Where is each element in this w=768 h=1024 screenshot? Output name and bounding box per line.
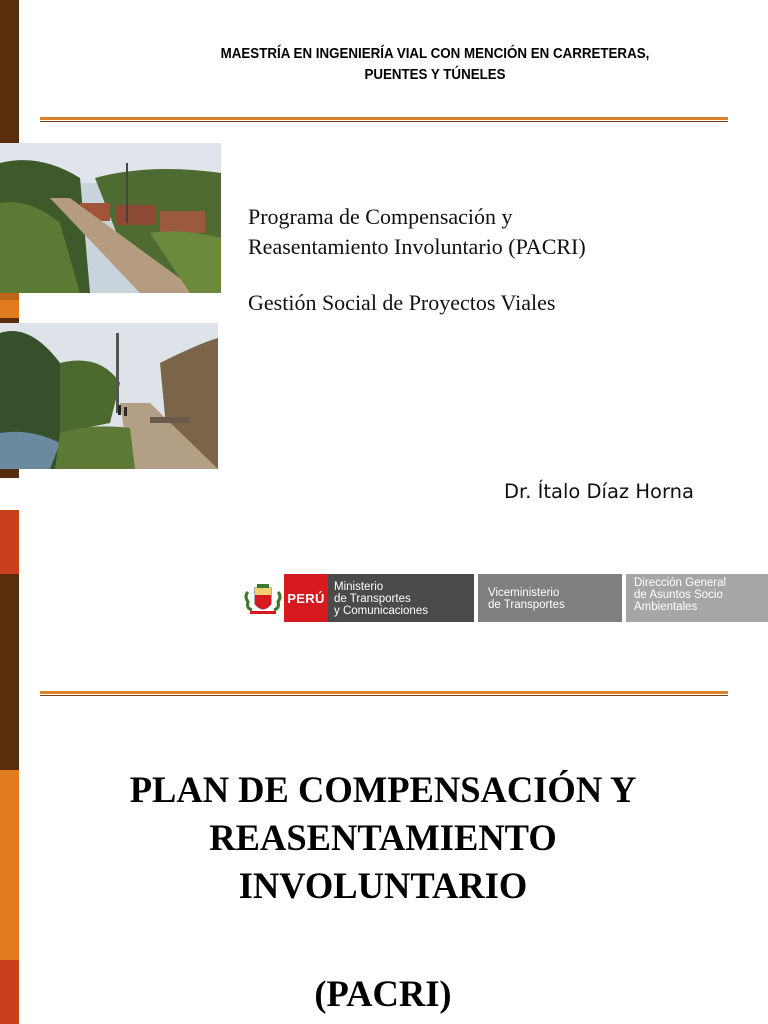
main-title-line-3: INVOLUNTARIO (238, 865, 528, 906)
ministry-line-3: y Comunicaciones (334, 605, 428, 617)
direction-line-1: Dirección General (634, 577, 727, 589)
program-header (127, 44, 743, 86)
header-line-2: PUENTES Y TÚNELES (364, 67, 506, 83)
ministry-box (328, 574, 474, 622)
ministry-line-1: Ministerio (334, 581, 384, 593)
main-title (40, 766, 726, 910)
main-title-acronym: (PACRI) (314, 973, 452, 1014)
vice-line-1: Viceministerio (488, 587, 560, 599)
coat-of-arms-icon (242, 574, 284, 622)
author-name: Dr. Ítalo Díaz Horna (504, 480, 694, 503)
program-subtitle: Gestión Social de Proyectos Viales (248, 290, 556, 315)
direction-line-3: Ambientales (634, 601, 698, 613)
header-line-1: MAESTRÍA EN INGENIERÍA VIAL CON MENCIÓN EN CARRETERAS, (220, 46, 650, 62)
middle-divider (40, 691, 728, 696)
road-river-photo (0, 323, 218, 469)
program-title-line-1: Programa de Compensación y (248, 204, 513, 229)
main-title-line-1: PLAN DE COMPENSACIÓN Y (129, 769, 637, 810)
vice-line-2: de Transportes (488, 599, 565, 611)
peru-brand-box: PERÚ (284, 574, 328, 622)
top-divider (40, 117, 728, 122)
program-title (248, 202, 748, 262)
rural-road-photo (0, 143, 221, 293)
main-title-line-2: REASENTAMIENTO (209, 817, 557, 858)
program-title-line-2: Reasentamiento Involuntario (PACRI) (248, 234, 586, 259)
ministry-line-2: de Transportes (334, 593, 411, 605)
viceministry-box (478, 574, 622, 622)
direction-box (626, 574, 768, 622)
government-logo-bar (242, 574, 768, 622)
direction-line-2: de Asuntos Socio (634, 589, 723, 601)
